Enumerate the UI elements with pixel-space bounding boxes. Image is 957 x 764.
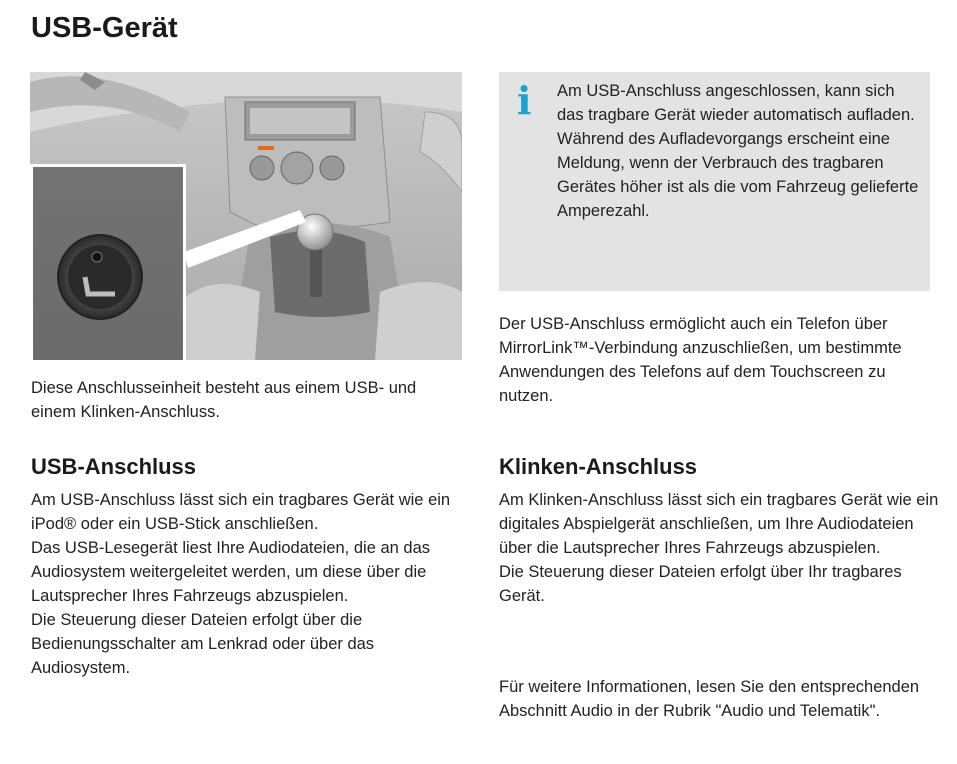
usb-paragraph-1: Am USB-Anschluss lässt sich ein tragbares Gerät wie ein iPod® oder ein USB-Stick anschließen. — [31, 491, 451, 533]
car-interior-usb-port-illustration — [30, 72, 462, 360]
info-text — [557, 79, 923, 223]
more-info-paragraph: Für weitere Informationen, lesen Sie den entsprechenden Abschnitt Audio in der Rubrik "Audio und Telematik". — [499, 678, 920, 720]
info-box — [499, 72, 930, 291]
klinken-section-body — [499, 488, 939, 608]
info-icon: i — [517, 78, 532, 123]
usb-paragraph-2: Das USB-Lesegerät liest Ihre Audiodateien, die an das Audiosystem weitergeleitet werden, um diese über die Lautsprecher Ihres Fahrzeugs abzuspielen. — [31, 539, 430, 605]
mirrorlink-paragraph: Der USB-Anschluss ermöglicht auch ein Telefon über MirrorLink™-Verbindung anzuschließen, um bestimmte Anwendungen des Telefons auf dem Touchscreen zu nutzen. — [499, 315, 902, 405]
more-info-text — [499, 675, 939, 723]
mirrorlink-text — [499, 312, 929, 408]
page-title: USB-Gerät — [31, 12, 178, 44]
usb-paragraph-3: Die Steuerung dieser Dateien erfolgt über die Bedienungsschalter am Lenkrad oder über das Audiosystem. — [31, 611, 375, 677]
info-paragraph-1: Am USB-Anschluss angeschlossen, kann sich das tragbare Gerät wieder automatisch aufladen. — [557, 82, 915, 124]
usb-section-heading: USB-Anschluss — [31, 454, 197, 479]
intro-paragraph: Diese Anschlusseinheit besteht aus einem USB- und einem Klinken-Anschluss. — [31, 379, 417, 421]
usb-section-body — [31, 488, 471, 680]
klinken-paragraph-2: Die Steuerung dieser Dateien erfolgt über Ihr tragbares Gerät. — [499, 563, 902, 605]
intro-text — [31, 376, 461, 424]
klinken-paragraph-1: Am Klinken-Anschluss lässt sich ein tragbares Gerät wie ein digitales Abspielgerät anschließen, um Ihre Audiodateien über die Lautsprecher Ihres Fahrzeugs abzuspielen. — [499, 491, 939, 557]
info-paragraph-2: Während des Aufladevorgangs erscheint eine Meldung, wenn der Verbrauch des tragbaren Gerätes höher ist als die vom Fahrzeug gelieferte Amperezahl. — [557, 130, 919, 220]
klinken-section-heading: Klinken-Anschluss — [499, 454, 698, 479]
